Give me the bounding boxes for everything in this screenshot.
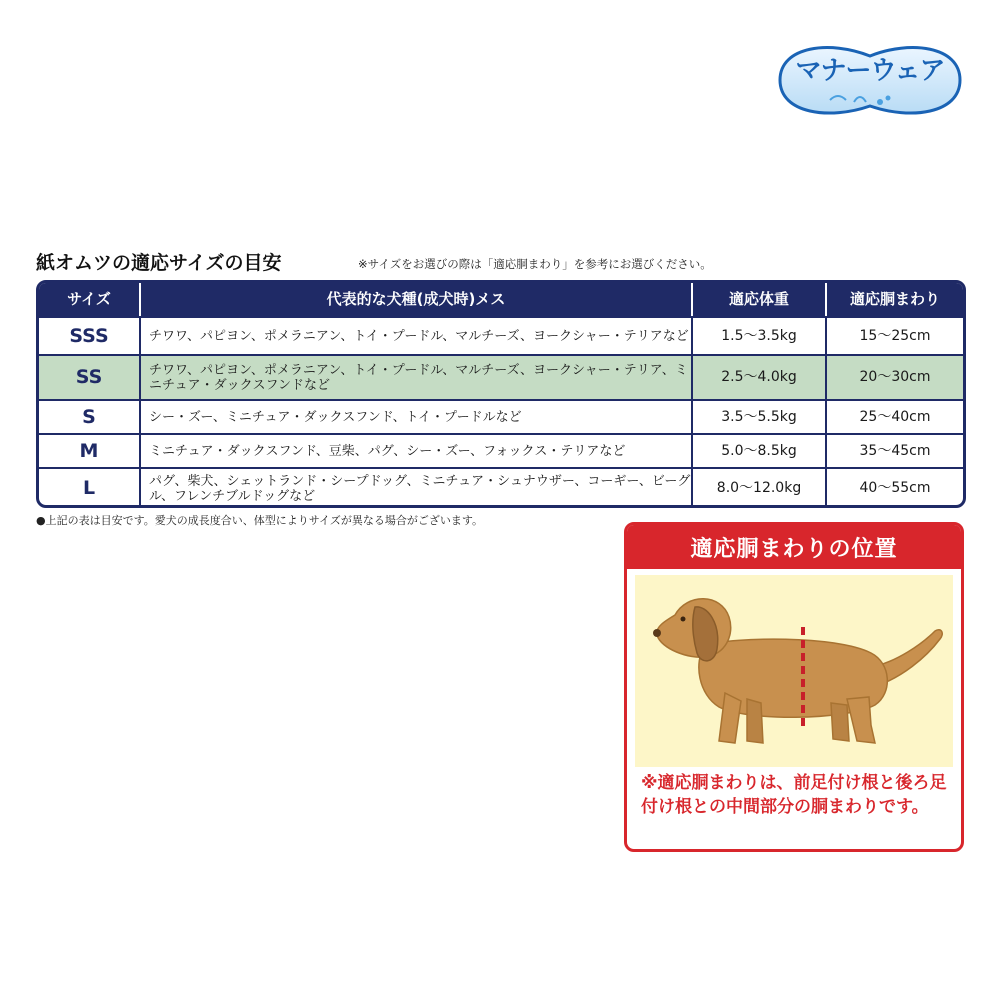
header-weight: 適応体重 <box>693 283 827 316</box>
logo-text: マナーウェア <box>795 56 945 86</box>
size-table <box>36 280 966 508</box>
breeds-cell: シー・ズー、ミニチュア・ダックスフンド、トイ・プードルなど <box>141 401 693 433</box>
header-size: サイズ <box>39 283 141 316</box>
dachshund-illustration <box>635 575 953 767</box>
size-cell: S <box>39 401 141 433</box>
table-row <box>39 316 963 354</box>
table-row <box>39 467 963 508</box>
selection-note: ※サイズをお選びの際は「適応胴まわり」を参考にお選びください。 <box>358 257 712 271</box>
weight-cell: 1.5〜3.5kg <box>693 318 827 354</box>
brand-logo <box>770 34 970 126</box>
panel-title: 適応胴まわりの位置 <box>627 525 961 569</box>
table-row <box>39 399 963 433</box>
size-cell: SS <box>39 356 141 399</box>
weight-cell: 3.5〜5.5kg <box>693 401 827 433</box>
weight-cell: 2.5〜4.0kg <box>693 356 827 399</box>
girth-cell: 20〜30cm <box>859 369 931 385</box>
size-cell: SSS <box>39 318 141 354</box>
header-girth: 適応胴まわり <box>849 290 940 308</box>
breeds-cell: パグ、柴犬、シェットランド・シープドッグ、ミニチュア・シュナウザー、コーギー、ビーグル、フレンチブルドッグなど <box>141 469 693 508</box>
girth-position-panel <box>624 522 964 852</box>
girth-cell: 35〜45cm <box>859 442 931 459</box>
breeds-cell: チワワ、パピヨン、ポメラニアン、トイ・プードル、マルチーズ、ヨークシャー・テリア、ミニチュア・ダックスフンドなど <box>141 356 693 399</box>
table-row <box>39 433 963 467</box>
weight-cell: 5.0〜8.5kg <box>693 435 827 467</box>
weight-cell: 8.0〜12.0kg <box>693 469 827 508</box>
panel-description: ※適応胴まわりは、前足付け根と後ろ足付け根との中間部分の胴まわりです。 <box>641 773 947 817</box>
header-breeds: 代表的な犬種(成犬時)メス <box>141 283 693 316</box>
size-cell: M <box>39 435 141 467</box>
page-title: 紙オムツの適応サイズの目安 <box>36 252 282 274</box>
girth-cell: 25〜40cm <box>859 408 931 425</box>
table-header-row <box>39 283 963 316</box>
girth-cell: 15〜25cm <box>859 327 931 344</box>
table-footnote: ●上記の表は目安です。愛犬の成長度合い、体型によりサイズが異なる場合がございます。 <box>36 514 483 527</box>
size-cell: L <box>39 469 141 508</box>
girth-cell: 40〜55cm <box>859 480 931 496</box>
table-row <box>39 354 963 399</box>
dachshund-girth-icon <box>635 575 953 767</box>
breeds-cell: ミニチュア・ダックスフンド、豆柴、パグ、シー・ズー、フォックス・テリアなど <box>141 435 693 467</box>
breeds-cell: チワワ、パピヨン、ポメラニアン、トイ・プードル、マルチーズ、ヨークシャー・テリアなど <box>141 318 693 354</box>
